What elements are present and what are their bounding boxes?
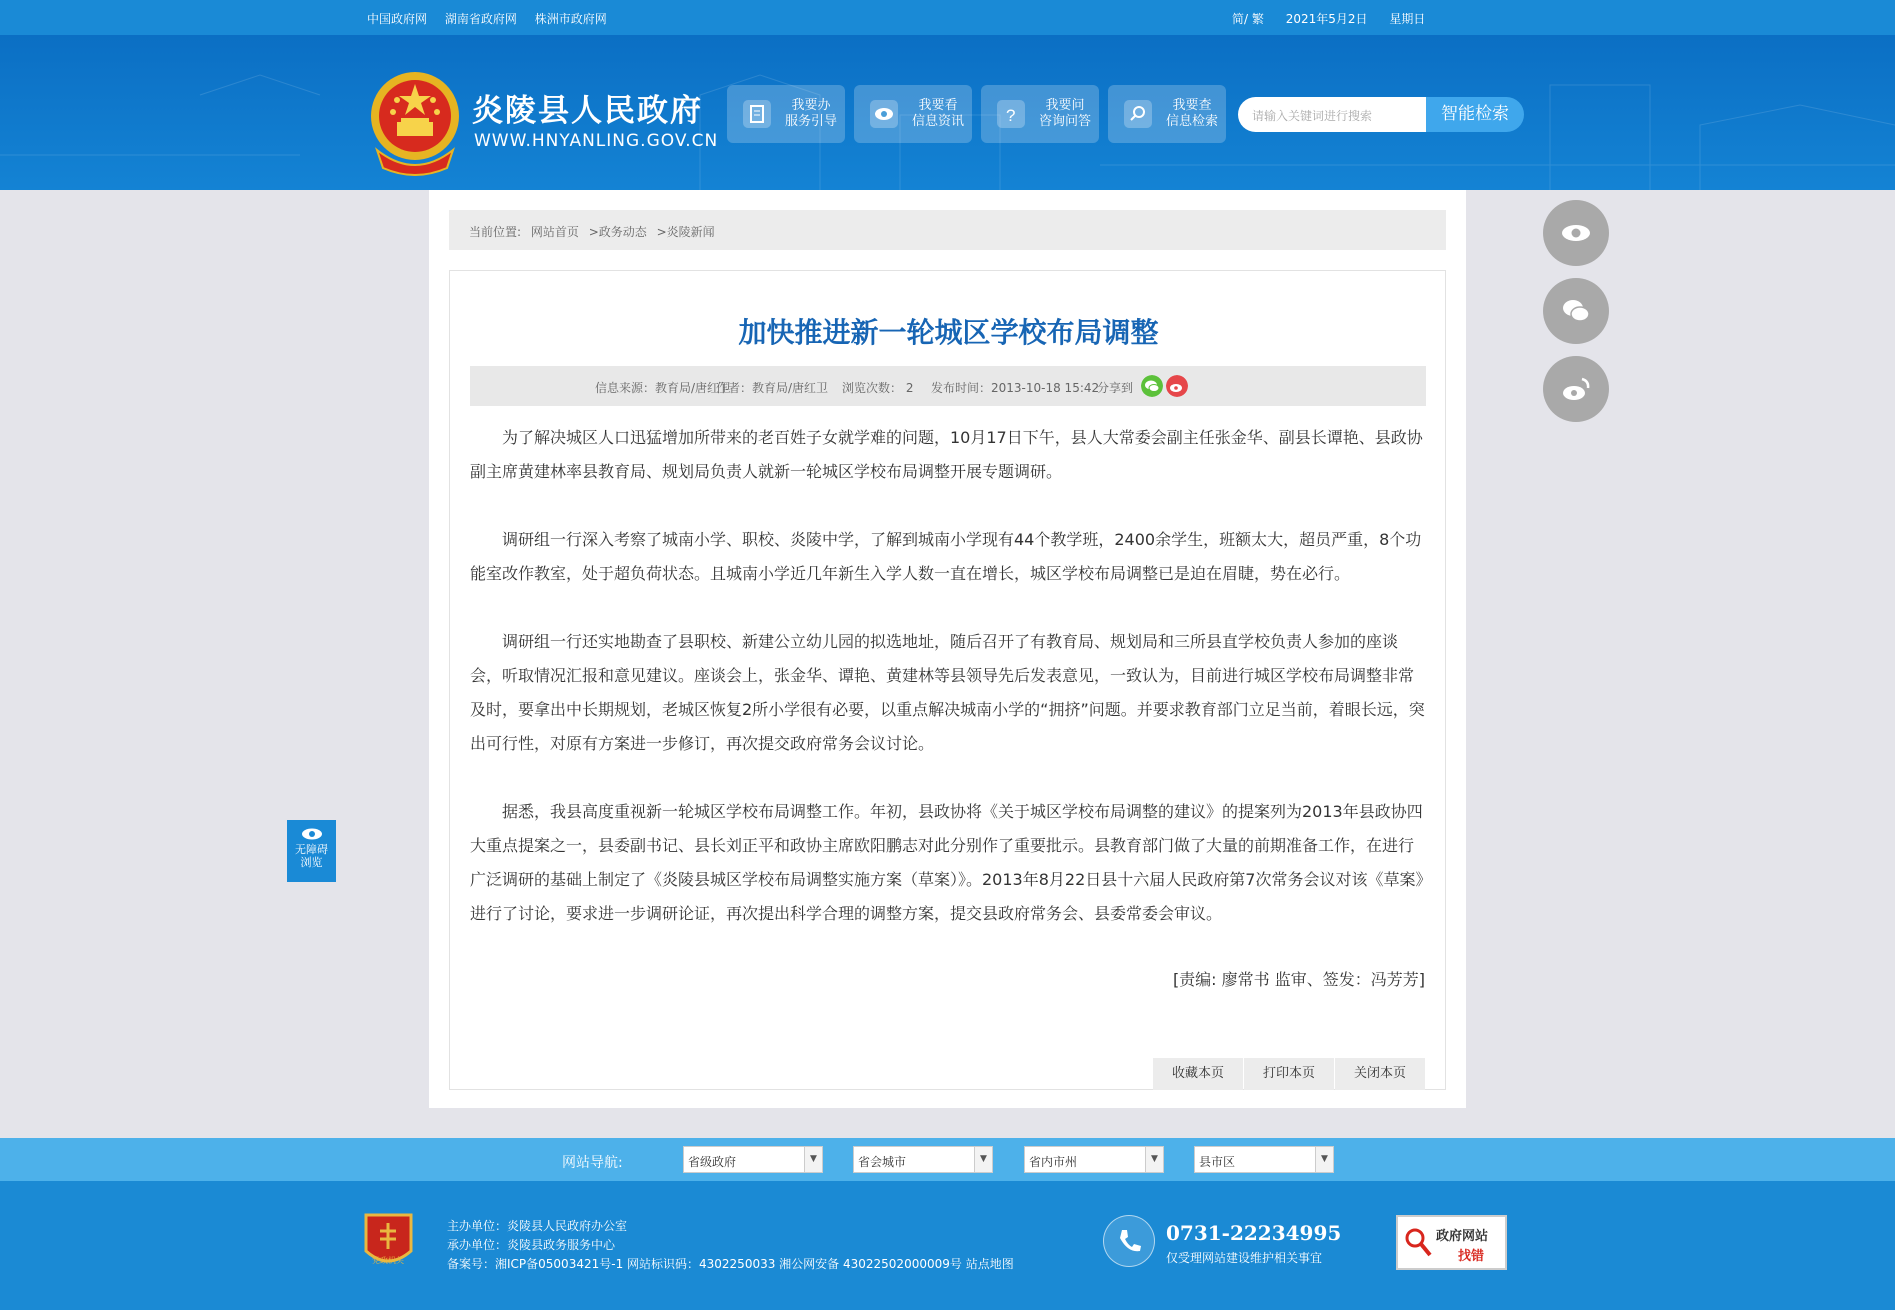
select-value: 县市区	[1199, 1155, 1236, 1169]
float-weibo-button[interactable]	[1543, 356, 1609, 422]
breadcrumb-yanling-news[interactable]: >炎陵新闻	[656, 225, 715, 239]
eye-icon	[1560, 217, 1592, 249]
quick-service-guide-button[interactable]	[727, 85, 845, 143]
link-central-gov[interactable]: 中国政府网	[367, 12, 428, 26]
bookmark-page-button[interactable]: 收藏本页	[1153, 1058, 1243, 1090]
breadcrumb-label: 当前位置:	[469, 225, 522, 239]
quick-label-1: 我要办	[791, 98, 831, 113]
gov-links	[367, 10, 621, 27]
share-label: 分享到	[1097, 381, 1134, 395]
party-gov-badge-icon[interactable]	[362, 1211, 415, 1271]
article	[449, 270, 1446, 1090]
quick-qa-button[interactable]	[981, 85, 1099, 143]
chevron-down-icon: ▼	[1145, 1147, 1163, 1172]
publish-time: 发布时间：2013-10-18 15:42	[931, 381, 1100, 395]
report-error-line2: 找错	[1458, 1249, 1485, 1264]
quick-sublabel-4: 信息检索	[1166, 114, 1219, 129]
article-paragraph: 调研组一行深入考察了城南小学、职校、炎陵中学，了解到城南小学现有44个教学班，2400余学生，班额太大，超员严重，8个功能室改作教室，处于超负荷状态。且城南小学近几年新生入学人数一直在增长，城区学校布局调整已是迫在眉睫，势在必行。	[470, 530, 1422, 583]
article-paragraph: 调研组一行还实地勘查了县职校、新建公立幼儿园的拟选地址，随后召开了有教育局、规划局和三所县直学校负责人参加的座谈会，听取情况汇报和意见建议。座谈会上，张金华、谭艳、黄建林等县领导先后发表意见，一致认为，目前进行城区学校布局调整非常及时，要拿出中长期规划，老城区恢复2所小学很有必要，以重点解决城南小学的“拥挤”问题。并要求教育部门立足当前，着眼长远，突出可行性，对原有方案进一步修订，再次提交政府常务会议讨论。	[470, 632, 1425, 753]
footer-info	[447, 1217, 1014, 1274]
chevron-down-icon: ▼	[1315, 1147, 1333, 1172]
report-error-line1: 政府网站	[1436, 1229, 1489, 1244]
host-unit: 主办单位：炎陵县人民政府办公室	[447, 1219, 628, 1233]
article-author: 作者：教育局/唐红卫	[716, 381, 829, 395]
record-info: 备案号：湘ICP备05003421号-1 网站标识码：4302250033 湘公网安备 43022502000009号 站点地图	[447, 1257, 1014, 1271]
wechat-share-icon[interactable]	[1141, 375, 1163, 397]
info-source: 信息来源：教育局/唐红卫	[595, 381, 732, 395]
badge-text: 党政机关	[372, 1256, 404, 1265]
capital-city-select[interactable]	[853, 1146, 993, 1173]
weibo-icon	[1560, 373, 1592, 405]
wechat-icon	[1560, 295, 1592, 327]
quick-label-4: 我要查	[1172, 98, 1212, 113]
quick-sublabel-1: 服务引导	[785, 114, 838, 129]
select-value: 省内市州	[1029, 1155, 1078, 1169]
breadcrumb-gov-news[interactable]: >政务动态	[588, 225, 647, 239]
national-emblem-icon	[367, 70, 463, 176]
float-view-button[interactable]	[1543, 200, 1609, 266]
question-icon	[997, 100, 1025, 128]
article-meta	[470, 366, 1426, 406]
article-title: 加快推进新一轮城区学校布局调整	[738, 316, 1159, 349]
smart-search-button[interactable]: 智能检索	[1426, 97, 1524, 132]
document-icon	[743, 100, 771, 128]
search-icon	[1124, 100, 1152, 128]
chevron-down-icon: ▼	[804, 1147, 822, 1172]
article-paragraph: 为了解决城区人口迅猛增加所带来的老百姓子女就学难的问题，10月17日下午，县人大常委会副主任张金华、副县长谭艳、县政协副主席黄建林率县教育局、规划局负责人就新一轮城区学校布局调整开展专题调研。	[470, 428, 1423, 481]
weibo-share-icon[interactable]	[1166, 375, 1188, 397]
accessibility-sublabel: 浏览	[300, 856, 323, 869]
top-right	[1232, 10, 1443, 27]
undertake-unit: 承办单位：炎陵县政务服务中心	[447, 1238, 616, 1252]
phone-icon	[1103, 1215, 1155, 1267]
site-footer	[0, 1181, 1895, 1310]
magnifier-icon	[1402, 1223, 1434, 1263]
close-page-button[interactable]: 关闭本页	[1335, 1058, 1425, 1090]
quick-sublabel-3: 咨询问答	[1039, 114, 1092, 129]
article-paragraph: 据悉，我县高度重视新一轮城区学校布局调整工作。年初，县政协将《关于城区学校布局调整的建议》的提案列为2013年县政协四大重点提案之一，县委副书记、县长刘正平和政协主席欧阳鹏志对此分别作了重要批示。县教育部门做了大量的前期准备工作，在进行广泛调研的基础上制定了《炎陵县城区学校布局调整实施方案（草案）》。2013年8月22日县十六届人民政府第7次常务会议对该《草案》进行了讨论，要求进一步调研论证，再次提出科学合理的调整方案，提交县政府常务会、县委常委会审议。	[470, 802, 1424, 923]
quick-label-3: 我要问	[1045, 98, 1085, 113]
link-hunan-gov[interactable]: 湖南省政府网	[444, 12, 517, 26]
report-error-button[interactable]	[1396, 1215, 1507, 1270]
accessibility-label: 无障碍	[295, 843, 328, 856]
eye-icon	[870, 100, 898, 128]
accessibility-button[interactable]	[287, 820, 336, 882]
chevron-down-icon: ▼	[974, 1147, 992, 1172]
view-count: 浏览次数： 2	[842, 381, 914, 395]
footer-navigation	[0, 1138, 1895, 1181]
editor-credit: [责编: 廖常书 监审、签发：冯芳芳]	[1172, 970, 1425, 989]
weekday: 星期日	[1389, 12, 1426, 26]
float-wechat-button[interactable]	[1543, 278, 1609, 344]
print-page-button[interactable]: 打印本页	[1244, 1058, 1334, 1090]
site-title[interactable]: 炎陵县人民政府	[472, 93, 703, 129]
quick-label-2: 我要看	[918, 98, 958, 113]
breadcrumb-home[interactable]: 网站首页	[530, 225, 579, 239]
select-value: 省会城市	[858, 1155, 907, 1169]
article-body	[470, 421, 1427, 965]
site-domain: WWW.HNYANLING.GOV.CN	[474, 131, 719, 151]
link-zhuzhou-gov[interactable]: 株洲市政府网	[534, 12, 607, 26]
quick-sublabel-2: 信息资讯	[912, 114, 965, 129]
breadcrumb	[449, 210, 1446, 250]
province-gov-select[interactable]	[683, 1146, 823, 1173]
quick-search-button[interactable]	[1108, 85, 1226, 143]
current-date: 2021年5月2日	[1285, 12, 1368, 26]
svg-text:?: ?	[1006, 106, 1016, 125]
search-input[interactable]: 请输入关键词进行搜索	[1238, 97, 1426, 132]
phone-note: 仅受理网站建设维护相关事宜	[1166, 1251, 1323, 1265]
province-city-select[interactable]	[1024, 1146, 1164, 1173]
language-switch[interactable]: 简/ 繁	[1232, 12, 1264, 26]
quick-info-button[interactable]	[854, 85, 972, 143]
eye-icon	[301, 828, 323, 840]
page-actions	[1152, 1058, 1425, 1090]
site-header	[0, 35, 1895, 190]
top-bar	[0, 0, 1895, 35]
contact-phone: 0731-22234995	[1166, 1221, 1342, 1245]
county-select[interactable]	[1194, 1146, 1334, 1173]
site-nav-label: 网站导航:	[562, 1155, 623, 1171]
select-value: 省级政府	[688, 1155, 737, 1169]
